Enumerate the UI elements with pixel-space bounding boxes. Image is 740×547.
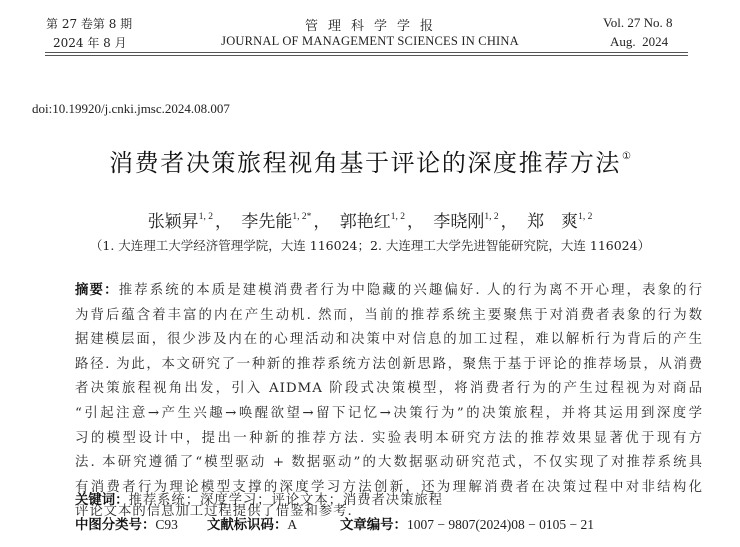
author bbox=[340, 212, 405, 232]
issue-date: 2024 年 8 月 bbox=[53, 36, 127, 50]
doc-code-group bbox=[207, 514, 340, 533]
author-name: 李晓刚 bbox=[433, 212, 485, 232]
author bbox=[527, 212, 592, 232]
author-separator: ， bbox=[500, 212, 518, 232]
author-separator: ， bbox=[313, 212, 331, 232]
journal-name-en: JOURNAL OF MANAGEMENT SCIENCES IN CHINA bbox=[221, 34, 519, 48]
abstract-text: 推荐系统的本质是建模消费者行为中隐藏的兴趣偏好. 人的行为离不开心理，表象的行 bbox=[118, 283, 704, 298]
doc-code-label: 文献标识码： bbox=[207, 518, 288, 533]
doi[interactable]: doi:10.19920/j.cnki.jmsc.2024.08.007 bbox=[32, 101, 230, 116]
volume-date: Aug. 2024 bbox=[610, 34, 669, 49]
volume-info: Vol. 27 No. 8 bbox=[603, 15, 673, 30]
title-text: 消费者决策旅程视角基于评论的深度推荐方法 bbox=[109, 149, 622, 177]
author-name: 李先能 bbox=[241, 212, 293, 232]
keywords-text: 推荐系统；深度学习；评论文本；消费者决策旅程 bbox=[128, 493, 443, 508]
author-affiliation-marker: 1, 2 bbox=[390, 212, 405, 222]
abstract-line: 为背后蕴含着丰富的内在产生动机. 然而，当前的推荐系统主要聚焦于对消费者表象的行为数 bbox=[75, 307, 703, 323]
author-affiliation-marker: 1, 2 bbox=[578, 212, 593, 222]
author-name: 张颖昇 bbox=[147, 212, 199, 232]
abstract-line bbox=[75, 279, 703, 304]
author bbox=[241, 212, 311, 232]
abstract-line: 法. 本研究遵循了“模型驱动 + 数据驱动”的大数据驱动研究范式，不仅实现了对推荐系统具 bbox=[75, 455, 703, 471]
article-no-value: 1007 − 9807(2024)08 − 0105 − 21 bbox=[406, 517, 595, 532]
journal-name-cn: 管理科学学报 bbox=[304, 19, 443, 34]
author-affiliation-marker: 1, 2 bbox=[198, 212, 213, 222]
author-affiliation-marker: 1, 2 bbox=[484, 212, 499, 222]
header-double-rule bbox=[45, 52, 688, 56]
doc-code-value: A bbox=[287, 517, 298, 532]
author-separator: ， bbox=[214, 212, 232, 232]
classification-info bbox=[75, 514, 594, 533]
author bbox=[433, 212, 498, 232]
author-name: 郑 爽 bbox=[527, 212, 579, 232]
author-separator: ， bbox=[407, 212, 424, 232]
abstract-label: 摘要： bbox=[75, 283, 119, 298]
author bbox=[148, 212, 213, 232]
keywords bbox=[75, 489, 443, 508]
author-affiliation-marker: 1, 2* bbox=[292, 212, 312, 222]
paper-title bbox=[0, 143, 740, 178]
title-footnote-marker[interactable]: ① bbox=[622, 151, 631, 162]
abstract-line: 据建模层面，很少涉及内在的心理活动和决策中对信息的加工过程，难以解析行为背后的产生 bbox=[75, 332, 703, 348]
keywords-label: 关键词： bbox=[75, 493, 129, 508]
issue-info: 第 27 卷第 8 期 bbox=[46, 17, 133, 31]
author-list bbox=[0, 207, 740, 232]
clc-value: C93 bbox=[155, 517, 178, 532]
abstract-line: 者决策旅程视角出发，引入 AIDMA 阶段式决策模型，将消费者行为的产生过程视为对商品 bbox=[75, 381, 703, 397]
abstract-line: 评论文本的信息加工过程提供了借鉴和参考. bbox=[75, 504, 353, 520]
clc-label: 中图分类号： bbox=[75, 518, 156, 533]
author-name: 郭艳红 bbox=[339, 212, 391, 232]
abstract-line: 习的模型设计中，提出一种新的推荐方法. 实验表明本研究方法的推荐效果显著优于现有方 bbox=[75, 430, 703, 446]
article-no-group bbox=[340, 514, 594, 533]
clc-group bbox=[75, 514, 207, 533]
abstract-line: 有消费者行为理论模型支撑的深度学习方法创新，还为理解消费者在决策过程中对非结构化 bbox=[75, 479, 703, 495]
abstract-line: “引起注意→产生兴趣→唤醒欲望→留下记忆→决策行为”的决策旅程，并将其运用到深度学 bbox=[75, 405, 703, 421]
abstract-line: 路径. 为此，本文研究了一种新的推荐系统方法创新思路，聚焦于基于评论的推荐场景，从消费 bbox=[75, 356, 703, 372]
affiliations: （1. 大连理工大学经济管理学院，大连 116024；2. 大连理工大学先进智能研究院，大连 116024） bbox=[89, 238, 651, 253]
article-no-label: 文章编号： bbox=[340, 518, 407, 533]
